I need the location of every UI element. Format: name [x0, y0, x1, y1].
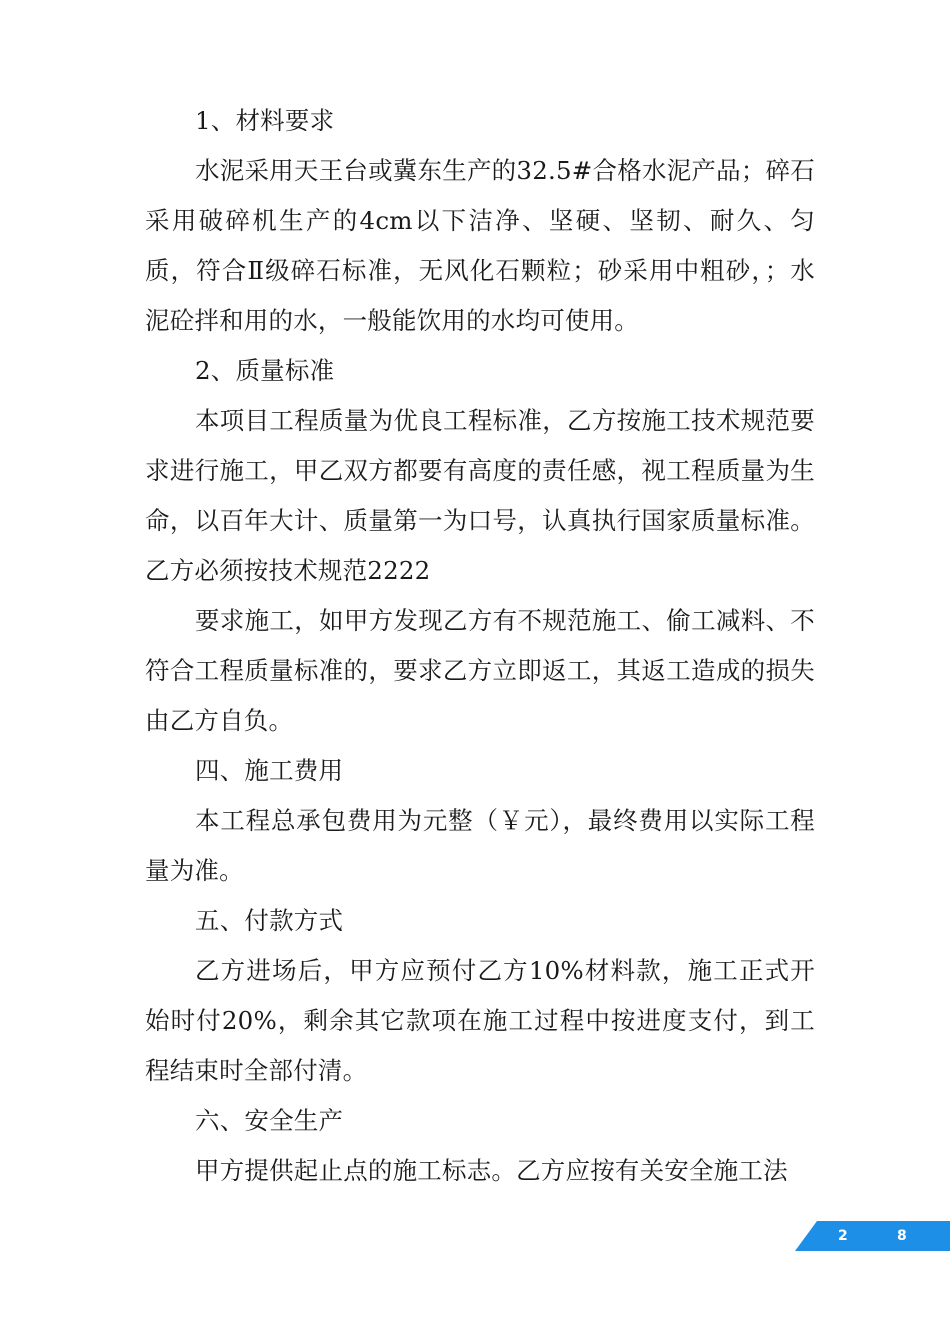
- page-number-badge: [795, 1221, 950, 1251]
- paragraph-quality: 本项目工程质量为优良工程标准，乙方按施工技术规范要求进行施工，甲乙双方都要有高度的责任感，视工程质量为生命，以百年大计、质量第一为口号，认真执行国家质量标准。乙方必须按技术规范2222: [145, 406, 815, 585]
- section-heading-materials: 1、材料要求: [195, 106, 335, 135]
- paragraph-payment: 乙方进场后，甲方应预付乙方10%材料款，施工正式开始时付20%，剩余其它款项在施工过程中按进度支付，到工程结束时全部付清。: [145, 956, 815, 1085]
- section-heading-cost: 四、施工费用: [195, 756, 344, 785]
- paragraph-safety: 甲方提供起止点的施工标志。乙方应按有关安全施工法: [195, 1156, 788, 1185]
- page-number-total: 8: [897, 1228, 907, 1244]
- paragraph-materials: 水泥采用天王台或冀东生产的32.5#合格水泥产品；碎石采用破碎机生产的4cm以下洁净、坚硬、坚韧、耐久、匀质，符合Ⅱ级碎石标准，无风化石颗粒；砂采用中粗砂，；水泥砼拌和用的水，一般能饮用的水均可使用。: [145, 156, 815, 335]
- section-heading-safety: 六、安全生产: [195, 1106, 344, 1135]
- section-heading-payment: 五、付款方式: [195, 906, 344, 935]
- paragraph-cost: 本工程总承包费用为元整（￥元），最终费用以实际工程量为准。: [145, 806, 815, 885]
- paragraph-quality-continued: 要求施工，如甲方发现乙方有不规范施工、偷工减料、不符合工程质量标准的，要求乙方立即返工，其返工造成的损失由乙方自负。: [145, 606, 815, 735]
- section-heading-quality: 2、质量标准: [195, 356, 335, 385]
- document-body: [145, 96, 815, 1196]
- page-number-current: 2: [838, 1228, 848, 1244]
